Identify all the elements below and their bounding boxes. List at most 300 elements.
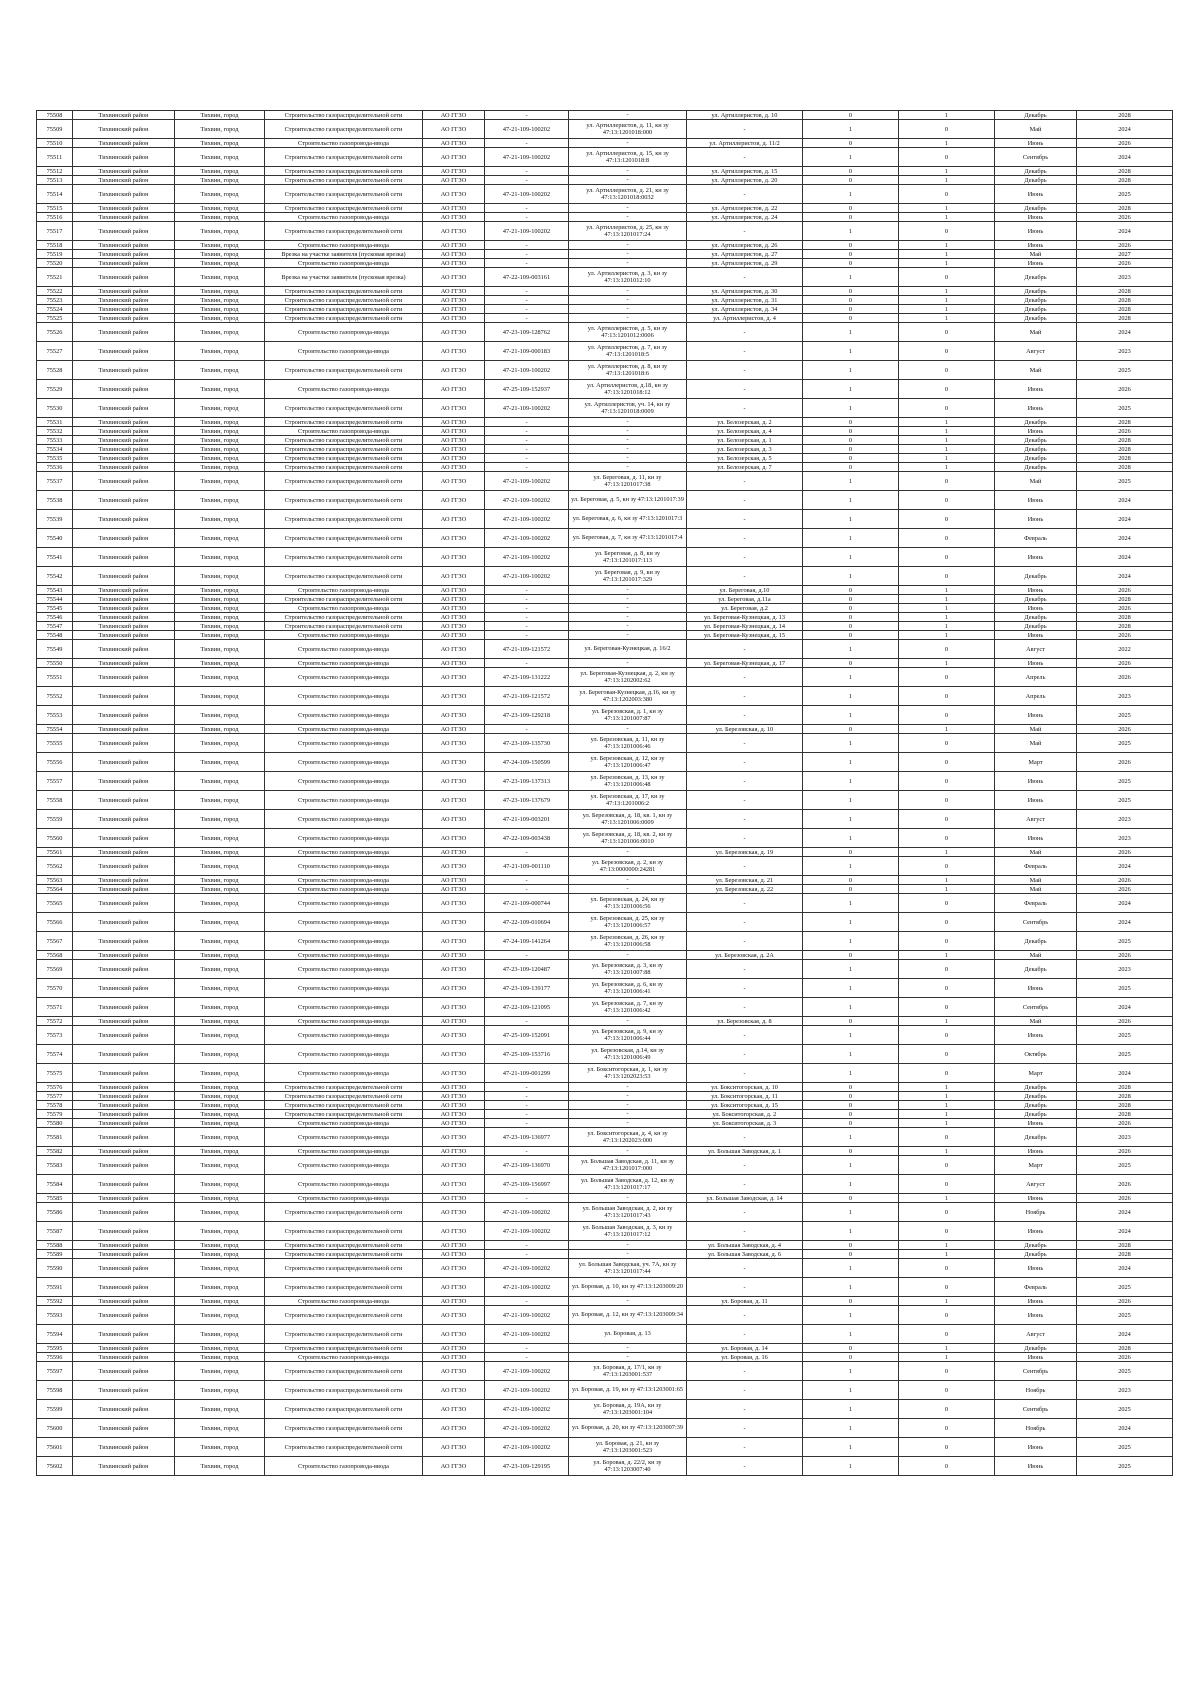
work-type-cell: Строительство газораспределительной сети: [265, 548, 423, 567]
cadastral-address-cell: -: [569, 418, 687, 427]
work-type-cell: Строительство газораспределительной сети: [265, 1306, 423, 1325]
month-cell: Декабрь: [995, 613, 1077, 622]
flag-b-cell: 1: [899, 1119, 995, 1128]
row-number-cell: 75532: [37, 427, 73, 436]
month-cell: Декабрь: [995, 1083, 1077, 1092]
flag-b-cell: 0: [899, 380, 995, 399]
work-type-cell: Строительство газораспределительной сети: [265, 1250, 423, 1259]
street-address-cell: ул. Большая Заводская, д. 4: [687, 1241, 803, 1250]
street-address-cell: -: [687, 772, 803, 791]
row-number-cell: 75601: [37, 1438, 73, 1457]
month-cell: Август: [995, 1325, 1077, 1344]
organization-cell: АО ГГЗО: [423, 296, 485, 305]
district-cell: Тихвинский район: [73, 1222, 175, 1241]
flag-a-cell: 0: [803, 1241, 899, 1250]
work-type-cell: Строительство газораспределительной сети: [265, 1400, 423, 1419]
cadastral-address-cell: -: [569, 1194, 687, 1203]
organization-cell: АО ГГЗО: [423, 314, 485, 323]
street-address-cell: -: [687, 1222, 803, 1241]
organization-cell: АО ГГЗО: [423, 1064, 485, 1083]
work-type-cell: Строительство газораспределительной сети: [265, 1325, 423, 1344]
contract-number-cell: -: [485, 139, 569, 148]
month-cell: Июнь: [995, 399, 1077, 418]
district-cell: Тихвинский район: [73, 111, 175, 120]
cadastral-address-cell: -: [569, 1119, 687, 1128]
month-cell: Июнь: [995, 1026, 1077, 1045]
district-cell: Тихвинский район: [73, 960, 175, 979]
work-type-cell: Строительство газораспределительной сети: [265, 1203, 423, 1222]
flag-b-cell: 0: [899, 998, 995, 1017]
row-number-cell: 75580: [37, 1119, 73, 1128]
street-address-cell: -: [687, 1438, 803, 1457]
work-type-cell: Строительство газопровода-ввода: [265, 951, 423, 960]
year-cell: 2025: [1077, 399, 1173, 418]
cadastral-address-cell: ул. Боровая, д. 19А, кн зу 47:13:1203001:104: [569, 1400, 687, 1419]
month-cell: Май: [995, 323, 1077, 342]
district-cell: Тихвинский район: [73, 631, 175, 640]
cadastral-address-cell: -: [569, 659, 687, 668]
contract-number-cell: -: [485, 631, 569, 640]
row-number-cell: 75555: [37, 734, 73, 753]
flag-b-cell: 0: [899, 1156, 995, 1175]
work-type-cell: Строительство газораспределительной сети: [265, 305, 423, 314]
year-cell: 2026: [1077, 753, 1173, 772]
contract-number-cell: 47-25-109-153716: [485, 1045, 569, 1064]
cadastral-address-cell: ул. Артиллеристов, д. 7, кн зу 47:13:1201018:5: [569, 342, 687, 361]
flag-a-cell: 0: [803, 876, 899, 885]
work-type-cell: Строительство газораспределительной сети: [265, 120, 423, 139]
work-type-cell: Строительство газопровода-ввода: [265, 1297, 423, 1306]
year-cell: 2028: [1077, 287, 1173, 296]
table-row: [37, 1017, 1173, 1026]
district-cell: Тихвинский район: [73, 659, 175, 668]
locality-cell: Тихвин, город: [175, 1203, 265, 1222]
table-row: [37, 960, 1173, 979]
flag-a-cell: 1: [803, 734, 899, 753]
row-number-cell: 75563: [37, 876, 73, 885]
organization-cell: АО ГГЗО: [423, 259, 485, 268]
cadastral-address-cell: -: [569, 725, 687, 734]
cadastral-address-cell: -: [569, 176, 687, 185]
contract-number-cell: 47-21-109-100202: [485, 1362, 569, 1381]
flag-b-cell: 0: [899, 1419, 995, 1438]
flag-a-cell: 0: [803, 1110, 899, 1119]
organization-cell: АО ГГЗО: [423, 1194, 485, 1203]
street-address-cell: -: [687, 913, 803, 932]
district-cell: Тихвинский район: [73, 951, 175, 960]
row-number-cell: 75520: [37, 259, 73, 268]
locality-cell: Тихвин, город: [175, 885, 265, 894]
table-row: [37, 491, 1173, 510]
row-number-cell: 75535: [37, 454, 73, 463]
street-address-cell: ул. Белозерская, д. 7: [687, 463, 803, 472]
table-row: [37, 529, 1173, 548]
year-cell: 2025: [1077, 1400, 1173, 1419]
contract-number-cell: -: [485, 1250, 569, 1259]
cadastral-address-cell: ул. Боровая, д. 10, кн зу 47:13:1203009:20: [569, 1278, 687, 1297]
month-cell: Декабрь: [995, 287, 1077, 296]
locality-cell: Тихвин, город: [175, 631, 265, 640]
work-type-cell: Строительство газопровода-ввода: [265, 1128, 423, 1147]
cadastral-address-cell: -: [569, 848, 687, 857]
work-type-cell: Строительство газораспределительной сети: [265, 567, 423, 586]
table-row: [37, 622, 1173, 631]
month-cell: Май: [995, 876, 1077, 885]
work-type-cell: Строительство газораспределительной сети: [265, 1381, 423, 1400]
work-type-cell: Строительство газопровода-ввода: [265, 1064, 423, 1083]
table-row: [37, 725, 1173, 734]
flag-a-cell: 0: [803, 111, 899, 120]
month-cell: Июнь: [995, 1194, 1077, 1203]
table-row: [37, 1381, 1173, 1400]
cadastral-address-cell: ул. Боровая, д. 19, кн зу 47:13:1203001:65: [569, 1381, 687, 1400]
street-address-cell: -: [687, 1045, 803, 1064]
flag-b-cell: 0: [899, 932, 995, 951]
month-cell: Декабрь: [995, 436, 1077, 445]
year-cell: 2026: [1077, 1194, 1173, 1203]
flag-b-cell: 1: [899, 427, 995, 436]
organization-cell: АО ГГЗО: [423, 1017, 485, 1026]
work-type-cell: Строительство газопровода-ввода: [265, 1017, 423, 1026]
flag-a-cell: 1: [803, 1438, 899, 1457]
row-number-cell: 75517: [37, 222, 73, 241]
street-address-cell: ул. Артиллеристов, д. 24: [687, 213, 803, 222]
month-cell: Декабрь: [995, 167, 1077, 176]
locality-cell: Тихвин, город: [175, 427, 265, 436]
table-body: [37, 111, 1173, 1476]
work-type-cell: Строительство газопровода-ввода: [265, 1156, 423, 1175]
locality-cell: Тихвин, город: [175, 1092, 265, 1101]
month-cell: Август: [995, 342, 1077, 361]
organization-cell: АО ГГЗО: [423, 810, 485, 829]
year-cell: 2028: [1077, 595, 1173, 604]
locality-cell: Тихвин, город: [175, 1353, 265, 1362]
locality-cell: Тихвин, город: [175, 810, 265, 829]
district-cell: Тихвинский район: [73, 204, 175, 213]
cadastral-address-cell: ул. Березовская, д. 2, кн зу 47:13:0000000:24281: [569, 857, 687, 876]
street-address-cell: -: [687, 1400, 803, 1419]
street-address-cell: ул. Бокситогорская, д. 15: [687, 1101, 803, 1110]
organization-cell: АО ГГЗО: [423, 876, 485, 885]
month-cell: Декабрь: [995, 1344, 1077, 1353]
organization-cell: АО ГГЗО: [423, 323, 485, 342]
district-cell: Тихвинский район: [73, 567, 175, 586]
month-cell: Июнь: [995, 586, 1077, 595]
district-cell: Тихвинский район: [73, 1259, 175, 1278]
organization-cell: АО ГГЗО: [423, 510, 485, 529]
street-address-cell: -: [687, 1156, 803, 1175]
cadastral-address-cell: ул. Большая Заводская, уч. 7А, кн зу 47:13:1201017:44: [569, 1259, 687, 1278]
flag-a-cell: 1: [803, 894, 899, 913]
work-type-cell: Строительство газораспределительной сети: [265, 361, 423, 380]
row-number-cell: 75560: [37, 829, 73, 848]
row-number-cell: 75533: [37, 436, 73, 445]
cadastral-address-cell: ул. Березовская, д. 6, кн зу 47:13:1201006:41: [569, 979, 687, 998]
flag-a-cell: 0: [803, 1017, 899, 1026]
street-address-cell: ул. Артиллеристов, д. 22: [687, 204, 803, 213]
flag-a-cell: 1: [803, 1045, 899, 1064]
year-cell: 2023: [1077, 829, 1173, 848]
flag-b-cell: 0: [899, 399, 995, 418]
locality-cell: Тихвин, город: [175, 111, 265, 120]
table-row: [37, 250, 1173, 259]
flag-b-cell: 1: [899, 604, 995, 613]
contract-number-cell: -: [485, 427, 569, 436]
row-number-cell: 75561: [37, 848, 73, 857]
cadastral-address-cell: -: [569, 604, 687, 613]
organization-cell: АО ГГЗО: [423, 250, 485, 259]
flag-a-cell: 1: [803, 1362, 899, 1381]
flag-a-cell: 1: [803, 1278, 899, 1297]
flag-a-cell: 1: [803, 510, 899, 529]
flag-a-cell: 1: [803, 1222, 899, 1241]
cadastral-address-cell: -: [569, 613, 687, 622]
locality-cell: Тихвин, город: [175, 529, 265, 548]
work-type-cell: Строительство газопровода-ввода: [265, 213, 423, 222]
street-address-cell: -: [687, 998, 803, 1017]
cadastral-address-cell: -: [569, 167, 687, 176]
cadastral-address-cell: ул. Бокситогорская, д. 4, кн зу 47:13:1202023:000: [569, 1128, 687, 1147]
flag-b-cell: 0: [899, 668, 995, 687]
flag-a-cell: 0: [803, 176, 899, 185]
cadastral-address-cell: ул. Боровая, д. 20, кн зу 47:13:1203007:39: [569, 1419, 687, 1438]
table-row: [37, 314, 1173, 323]
district-cell: Тихвинский район: [73, 1147, 175, 1156]
district-cell: Тихвинский район: [73, 979, 175, 998]
work-type-cell: Строительство газопровода-ввода: [265, 1175, 423, 1194]
work-type-cell: Строительство газопровода-ввода: [265, 241, 423, 250]
cadastral-address-cell: ул. Артиллеристов, д. 5, кн зу 47:13:1201012:0006: [569, 323, 687, 342]
month-cell: Декабрь: [995, 1241, 1077, 1250]
district-cell: Тихвинский район: [73, 1194, 175, 1203]
flag-b-cell: 1: [899, 1110, 995, 1119]
row-number-cell: 75510: [37, 139, 73, 148]
row-number-cell: 75536: [37, 463, 73, 472]
district-cell: Тихвинский район: [73, 1400, 175, 1419]
row-number-cell: 75512: [37, 167, 73, 176]
row-number-cell: 75547: [37, 622, 73, 631]
flag-b-cell: 0: [899, 857, 995, 876]
work-type-cell: Строительство газораспределительной сети: [265, 204, 423, 213]
flag-b-cell: 1: [899, 586, 995, 595]
row-number-cell: 75553: [37, 706, 73, 725]
flag-b-cell: 0: [899, 342, 995, 361]
table-row: [37, 932, 1173, 951]
locality-cell: Тихвин, город: [175, 894, 265, 913]
flag-b-cell: 0: [899, 510, 995, 529]
table-row: [37, 548, 1173, 567]
row-number-cell: 75508: [37, 111, 73, 120]
work-type-cell: Строительство газопровода-ввода: [265, 342, 423, 361]
locality-cell: Тихвин, город: [175, 1175, 265, 1194]
flag-a-cell: 0: [803, 604, 899, 613]
organization-cell: АО ГГЗО: [423, 932, 485, 951]
flag-a-cell: 0: [803, 287, 899, 296]
month-cell: Декабрь: [995, 622, 1077, 631]
locality-cell: Тихвин, город: [175, 445, 265, 454]
flag-a-cell: 0: [803, 725, 899, 734]
locality-cell: Тихвин, город: [175, 380, 265, 399]
locality-cell: Тихвин, город: [175, 1438, 265, 1457]
year-cell: 2024: [1077, 1064, 1173, 1083]
contract-number-cell: 47-22-109-010694: [485, 913, 569, 932]
district-cell: Тихвинский район: [73, 268, 175, 287]
month-cell: Апрель: [995, 687, 1077, 706]
table-row: [37, 148, 1173, 167]
year-cell: 2026: [1077, 586, 1173, 595]
organization-cell: АО ГГЗО: [423, 1400, 485, 1419]
row-number-cell: 75557: [37, 772, 73, 791]
flag-b-cell: 1: [899, 659, 995, 668]
row-number-cell: 75589: [37, 1250, 73, 1259]
month-cell: Декабрь: [995, 1250, 1077, 1259]
row-number-cell: 75523: [37, 296, 73, 305]
street-address-cell: ул. Бокситогорская, д. 2: [687, 1110, 803, 1119]
table-row: [37, 848, 1173, 857]
locality-cell: Тихвин, город: [175, 998, 265, 1017]
flag-b-cell: 0: [899, 810, 995, 829]
cadastral-address-cell: ул. Боровая, д. 12, кн зу 47:13:1203009:34: [569, 1306, 687, 1325]
work-type-cell: Строительство газораспределительной сети: [265, 1278, 423, 1297]
organization-cell: АО ГГЗО: [423, 204, 485, 213]
cadastral-address-cell: -: [569, 463, 687, 472]
table-row: [37, 1119, 1173, 1128]
month-cell: Июнь: [995, 380, 1077, 399]
month-cell: Июнь: [995, 491, 1077, 510]
month-cell: Март: [995, 753, 1077, 772]
district-cell: Тихвинский район: [73, 1353, 175, 1362]
month-cell: Июнь: [995, 1222, 1077, 1241]
flag-b-cell: 1: [899, 1241, 995, 1250]
flag-a-cell: 1: [803, 932, 899, 951]
locality-cell: Тихвин, город: [175, 1259, 265, 1278]
organization-cell: АО ГГЗО: [423, 848, 485, 857]
flag-a-cell: 1: [803, 185, 899, 204]
work-type-cell: Строительство газораспределительной сети: [265, 1362, 423, 1381]
work-type-cell: Строительство газораспределительной сети: [265, 185, 423, 204]
month-cell: Июнь: [995, 241, 1077, 250]
cadastral-address-cell: ул. Березовская, д. 18, кв. 2, кн зу 47:13:1201006:0010: [569, 829, 687, 848]
month-cell: Декабрь: [995, 204, 1077, 213]
table-row: [37, 567, 1173, 586]
cadastral-address-cell: -: [569, 250, 687, 259]
year-cell: 2025: [1077, 772, 1173, 791]
year-cell: 2024: [1077, 1203, 1173, 1222]
locality-cell: Тихвин, город: [175, 604, 265, 613]
flag-b-cell: 0: [899, 1045, 995, 1064]
month-cell: Декабрь: [995, 296, 1077, 305]
contract-number-cell: 47-23-109-131222: [485, 668, 569, 687]
organization-cell: АО ГГЗО: [423, 1241, 485, 1250]
street-address-cell: -: [687, 894, 803, 913]
contract-number-cell: 47-23-109-137313: [485, 772, 569, 791]
district-cell: Тихвинский район: [73, 259, 175, 268]
contract-number-cell: 47-25-109-156997: [485, 1175, 569, 1194]
cadastral-address-cell: -: [569, 305, 687, 314]
flag-b-cell: 1: [899, 1092, 995, 1101]
year-cell: 2026: [1077, 604, 1173, 613]
flag-b-cell: 1: [899, 613, 995, 622]
row-number-cell: 75596: [37, 1353, 73, 1362]
row-number-cell: 75527: [37, 342, 73, 361]
contract-number-cell: 47-21-109-100202: [485, 548, 569, 567]
year-cell: 2025: [1077, 185, 1173, 204]
locality-cell: Тихвин, город: [175, 1110, 265, 1119]
organization-cell: АО ГГЗО: [423, 951, 485, 960]
organization-cell: АО ГГЗО: [423, 622, 485, 631]
district-cell: Тихвинский район: [73, 1438, 175, 1457]
year-cell: 2024: [1077, 548, 1173, 567]
locality-cell: Тихвин, город: [175, 454, 265, 463]
locality-cell: Тихвин, город: [175, 1064, 265, 1083]
organization-cell: АО ГГЗО: [423, 418, 485, 427]
table-row: [37, 1278, 1173, 1297]
row-number-cell: 75528: [37, 361, 73, 380]
organization-cell: АО ГГЗО: [423, 1438, 485, 1457]
year-cell: 2028: [1077, 204, 1173, 213]
street-address-cell: ул. Березовская, д. 22: [687, 885, 803, 894]
organization-cell: АО ГГЗО: [423, 139, 485, 148]
organization-cell: АО ГГЗО: [423, 687, 485, 706]
table-row: [37, 1156, 1173, 1175]
table-row: [37, 998, 1173, 1017]
flag-a-cell: 0: [803, 204, 899, 213]
table-row: [37, 418, 1173, 427]
street-address-cell: -: [687, 1259, 803, 1278]
district-cell: Тихвинский район: [73, 1092, 175, 1101]
table-row: [37, 1194, 1173, 1203]
flag-b-cell: 1: [899, 241, 995, 250]
flag-a-cell: 1: [803, 268, 899, 287]
work-type-cell: Строительство газораспределительной сети: [265, 296, 423, 305]
contract-number-cell: 47-21-109-100202: [485, 399, 569, 418]
street-address-cell: -: [687, 120, 803, 139]
contract-number-cell: 47-21-109-001299: [485, 1064, 569, 1083]
row-number-cell: 75556: [37, 753, 73, 772]
flag-b-cell: 0: [899, 960, 995, 979]
cadastral-address-cell: -: [569, 436, 687, 445]
table-row: [37, 857, 1173, 876]
contract-number-cell: -: [485, 1017, 569, 1026]
row-number-cell: 75590: [37, 1259, 73, 1278]
year-cell: 2026: [1077, 380, 1173, 399]
district-cell: Тихвинский район: [73, 1250, 175, 1259]
organization-cell: АО ГГЗО: [423, 120, 485, 139]
contract-number-cell: -: [485, 436, 569, 445]
locality-cell: Тихвин, город: [175, 1241, 265, 1250]
organization-cell: АО ГГЗО: [423, 979, 485, 998]
flag-a-cell: 1: [803, 1306, 899, 1325]
row-number-cell: 75564: [37, 885, 73, 894]
cadastral-address-cell: -: [569, 595, 687, 604]
year-cell: 2023: [1077, 342, 1173, 361]
contract-number-cell: 47-21-109-100202: [485, 510, 569, 529]
row-number-cell: 75584: [37, 1175, 73, 1194]
row-number-cell: 75514: [37, 185, 73, 204]
table-row: [37, 1203, 1173, 1222]
work-type-cell: Строительство газопровода-ввода: [265, 857, 423, 876]
work-type-cell: Строительство газораспределительной сети: [265, 1241, 423, 1250]
organization-cell: АО ГГЗО: [423, 998, 485, 1017]
district-cell: Тихвинский район: [73, 1362, 175, 1381]
work-type-cell: Строительство газопровода-ввода: [265, 932, 423, 951]
flag-b-cell: 1: [899, 111, 995, 120]
flag-b-cell: 1: [899, 296, 995, 305]
row-number-cell: 75554: [37, 725, 73, 734]
work-type-cell: Строительство газораспределительной сети: [265, 111, 423, 120]
locality-cell: Тихвин, город: [175, 622, 265, 631]
flag-a-cell: 1: [803, 472, 899, 491]
